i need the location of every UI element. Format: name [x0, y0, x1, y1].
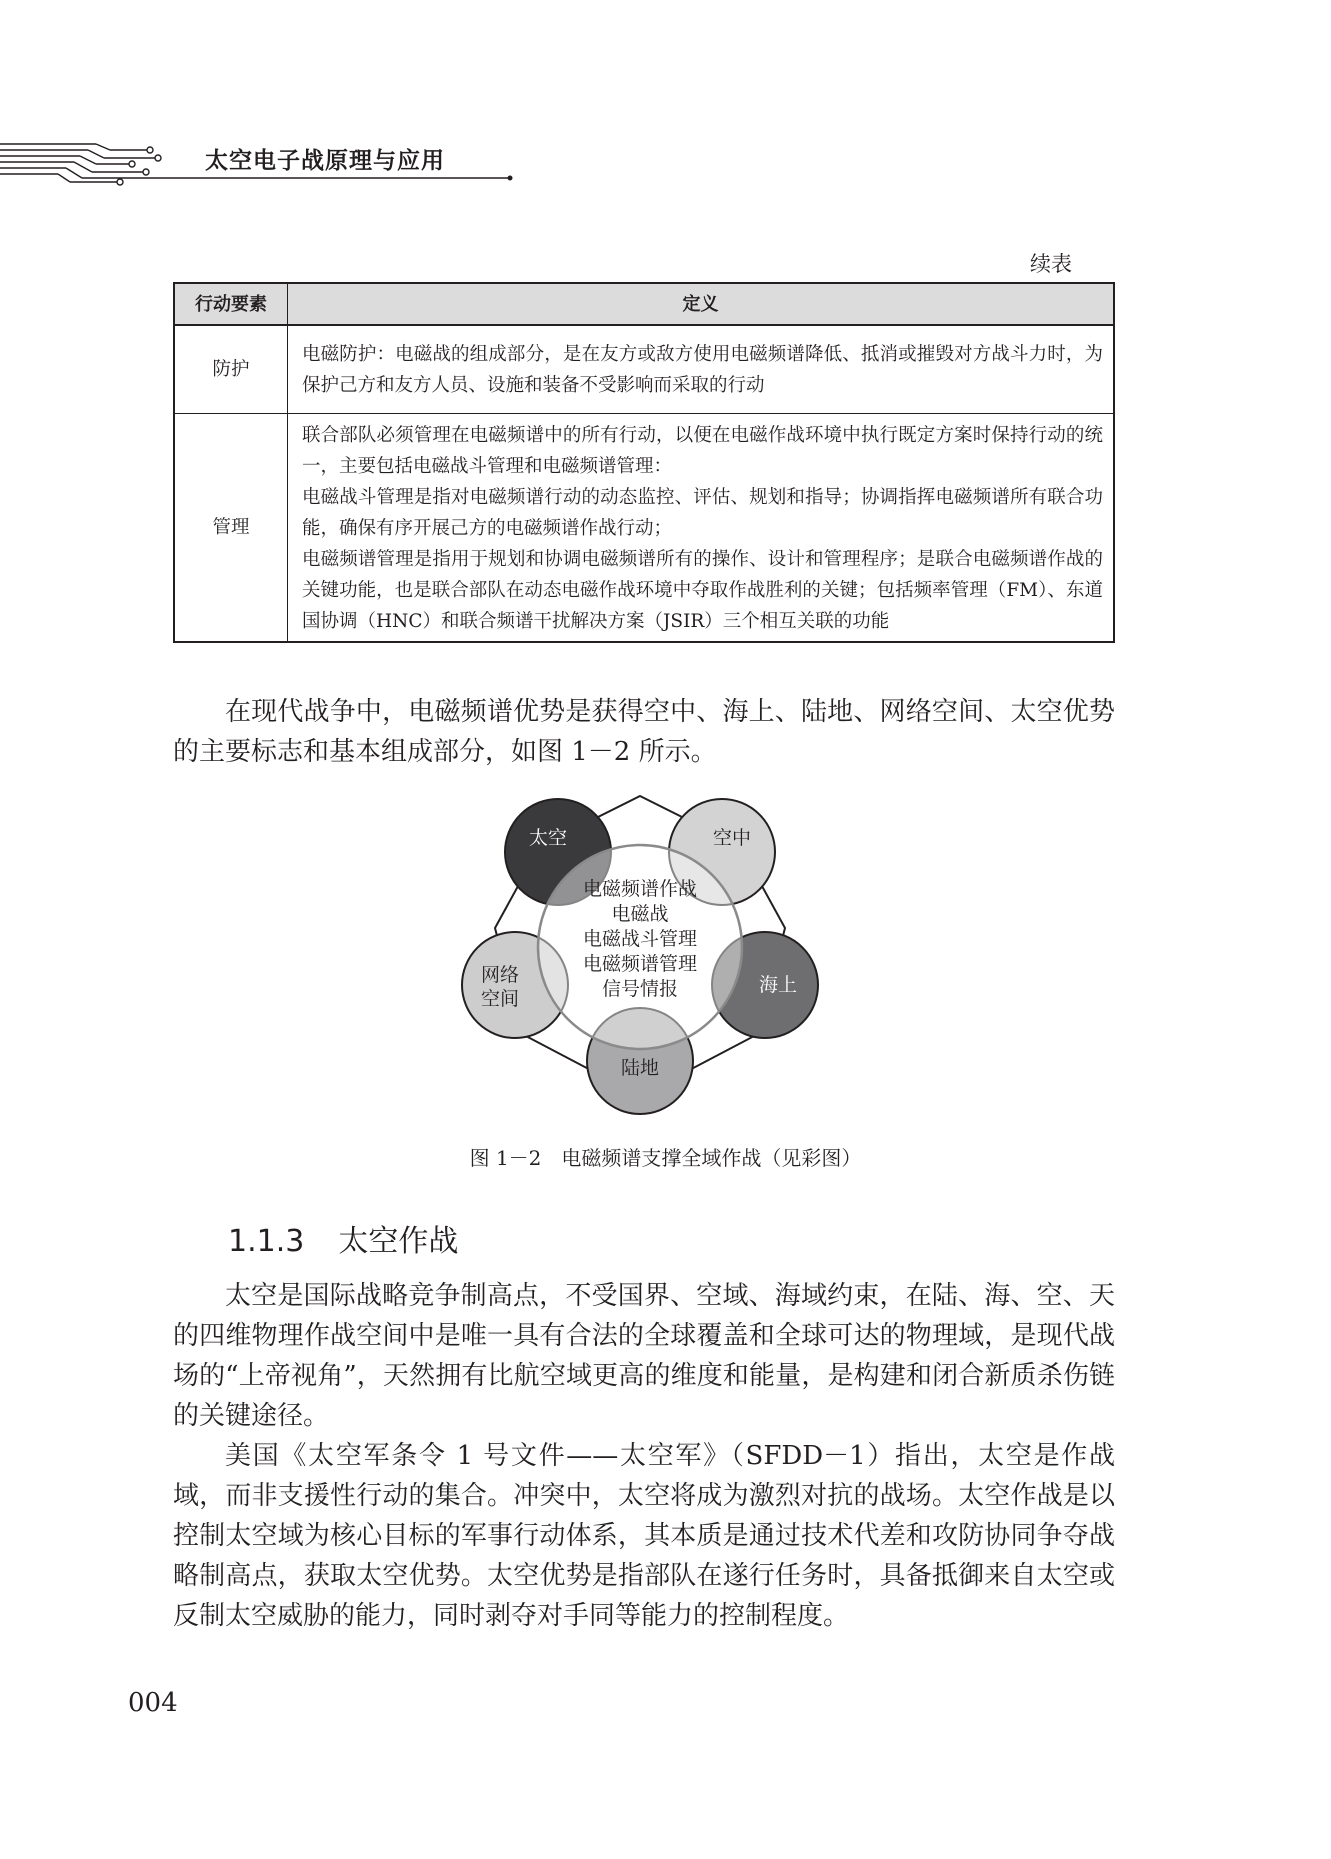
- definition-line: 电磁频谱管理是指用于规划和协调电磁频谱所有的操作、设计和管理程序；是联合电磁频谱作战的关键功能，也是联合部队在动态电磁作战环境中夺取作战胜利的关键；包括频率管理（FM）、东道国协调（HNC）和联合频谱干扰解决方案（JSIR）三个相互关联的功能: [302, 548, 1103, 632]
- table-row: [174, 325, 1114, 413]
- section-heading: [228, 1216, 458, 1260]
- definition-line: 电磁战斗管理是指对电磁频谱行动的动态监控、评估、规划和指导；协调指挥电磁频谱所有联合功能，确保有序开展己方的电磁频谱作战行动；: [302, 486, 1103, 539]
- center-label-4: 电磁频谱管理: [582, 954, 698, 975]
- node-land-label: 陆地: [620, 1058, 660, 1079]
- section-number: 1.1.3: [228, 1224, 305, 1259]
- table-header-row: [174, 283, 1114, 325]
- definition-line: 电磁防护：电磁战的组成部分，是在友方或敌方使用电磁频谱降低、抵消或摧毁对方战斗力时，为保护己方和友方人员、设施和装备不受影响而采取的行动: [302, 344, 1103, 397]
- spectrum-domain-diagram: [440, 784, 840, 1124]
- column-header-definition: 定义: [288, 283, 1115, 325]
- table-row: [174, 413, 1114, 642]
- page-number: 004: [128, 1688, 178, 1718]
- body-paragraph: 美国《太空军条令 1 号文件——太空军》（SFDD－1）指出，太空是作战域，而非支援性行动的集合。冲突中，太空将成为激烈对抗的战场。太空作战是以控制太空域为核心目标的军事行动体系，其本质是通过技术代差和攻防协同争夺战略制高点，获取太空优势。太空优势是指部队在遂行任务时，具备抵御来自太空或反制太空威胁的能力，同时剥夺对手同等能力的控制程度。: [173, 1441, 1115, 1631]
- node-space-label: 太空: [528, 828, 568, 849]
- body-paragraph: 在现代战争中，电磁频谱优势是获得空中、海上、陆地、网络空间、太空优势的主要标志和基本组成部分，如图 1－2 所示。: [173, 697, 1115, 767]
- center-label-1: 电磁频谱作战: [582, 879, 698, 900]
- body-paragraph: 太空是国际战略竞争制高点，不受国界、空域、海域约束，在陆、海、空、天的四维物理作战空间中是唯一具有合法的全球覆盖和全球可达的物理域，是现代战场的“上帝视角”，天然拥有比航空域更高的维度和能量，是构建和闭合新质杀伤链的关键途径。: [173, 1281, 1115, 1431]
- figure-1-2: [440, 784, 840, 1128]
- definition-table: [173, 282, 1115, 643]
- center-label-3: 电磁战斗管理: [582, 929, 698, 950]
- center-label-5: 信号情报: [601, 979, 679, 1000]
- table-continued-label: 续表: [1030, 252, 1072, 276]
- figure-caption: 图 1－2 电磁频谱支撑全域作战（见彩图）: [469, 1146, 862, 1170]
- intro-paragraph-block: [173, 692, 1115, 772]
- node-cyber-label-line2: 空间: [480, 989, 520, 1010]
- section-body: [173, 1276, 1115, 1636]
- row-key-management: 管理: [174, 413, 288, 642]
- row-key-protection: 防护: [174, 325, 288, 413]
- row-definition-management: [288, 413, 1115, 642]
- row-definition-protection: [288, 325, 1115, 413]
- column-header-element: 行动要素: [174, 283, 288, 325]
- section-title: 太空作战: [338, 1224, 459, 1259]
- definition-line: 联合部队必须管理在电磁频谱中的所有行动，以便在电磁作战环境中执行既定方案时保持行动的统一，主要包括电磁战斗管理和电磁频谱管理：: [302, 424, 1103, 477]
- book-title: 太空电子战原理与应用: [205, 148, 445, 174]
- node-cyber-label-line1: 网络: [480, 965, 520, 986]
- node-sea-label: 海上: [758, 975, 798, 996]
- center-label-2: 电磁战: [611, 904, 669, 925]
- node-air-label: 空中: [712, 828, 752, 849]
